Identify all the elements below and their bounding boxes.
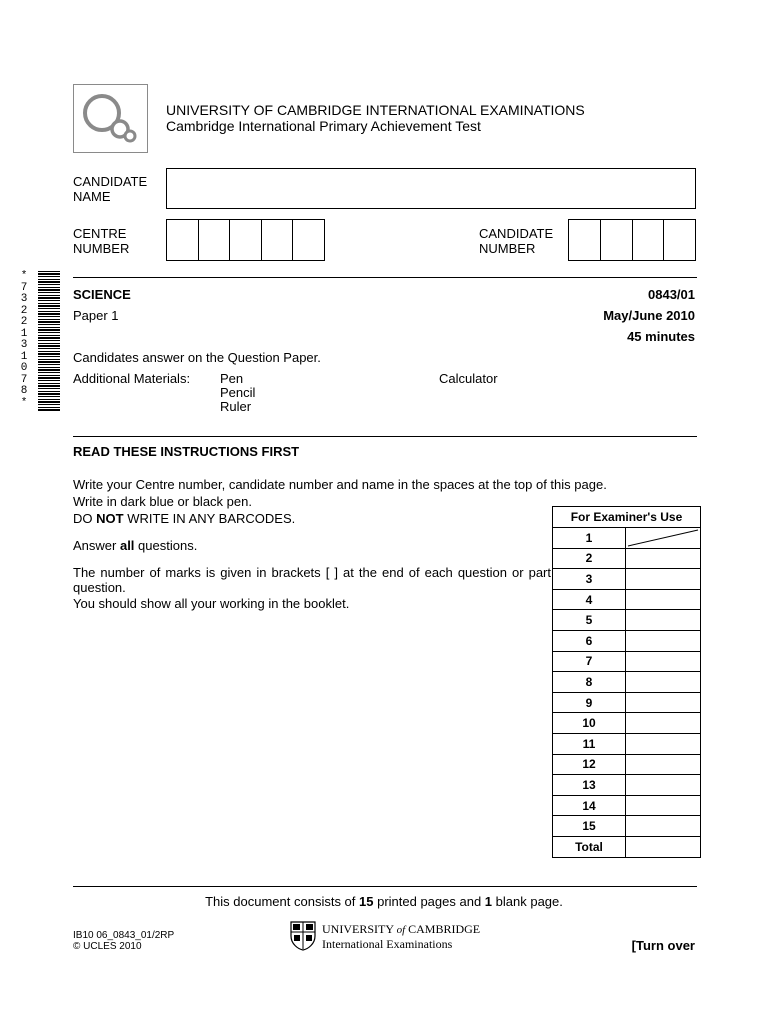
- centre-number-label-2: NUMBER: [73, 241, 130, 256]
- divider: [73, 886, 697, 887]
- table-row: 13: [553, 775, 701, 796]
- instruction-line: Write in dark blue or black pen.: [73, 494, 252, 509]
- instructions-heading: READ THESE INSTRUCTIONS FIRST: [73, 444, 300, 459]
- divider: [73, 277, 697, 278]
- instruction-line: Answer all questions.: [73, 538, 198, 553]
- candidate-number-boxes[interactable]: [568, 219, 696, 261]
- table-row-total: Total: [553, 836, 701, 857]
- candidate-name-label-1: CANDIDATE: [73, 174, 148, 189]
- centre-number-boxes[interactable]: [166, 219, 325, 261]
- table-row: 4: [553, 589, 701, 610]
- candidate-name-label-2: NAME: [73, 189, 111, 204]
- duration: 45 minutes: [627, 329, 695, 344]
- table-row: 2: [553, 548, 701, 569]
- candidate-number-label-1: CANDIDATE: [479, 226, 554, 241]
- table-row: 14: [553, 795, 701, 816]
- diagonal-line-icon: [626, 528, 700, 548]
- table-row: 3: [553, 569, 701, 590]
- material-item: Pen: [220, 371, 244, 386]
- table-row: 11: [553, 733, 701, 754]
- instruction-line: You should show all your working in the booklet.: [73, 596, 350, 611]
- table-row: 9: [553, 692, 701, 713]
- answer-note: Candidates answer on the Question Paper.: [73, 350, 321, 365]
- turn-over: [Turn over: [631, 938, 695, 953]
- candidate-number-label-2: NUMBER: [479, 241, 536, 256]
- ucles-wordmark: UNIVERSITY of CAMBRIDGE International Examinations: [322, 922, 481, 951]
- page-count: This document consists of 15 printed pages and 1 blank page.: [205, 894, 563, 909]
- table-row: 5: [553, 610, 701, 631]
- exam-session: May/June 2010: [603, 308, 695, 323]
- instruction-line: The number of marks is given in brackets [ ] at the end of each question or part question.: [73, 565, 551, 595]
- test-title: Cambridge International Primary Achievement Test: [166, 118, 481, 134]
- material-extra: Calculator: [439, 371, 498, 386]
- reference-code: IB10 06_0843_01/2RP: [73, 930, 175, 941]
- cie-logo: [73, 84, 148, 153]
- paper-code: 0843/01: [648, 287, 695, 302]
- barcode: [38, 271, 60, 411]
- material-item: Pencil: [220, 385, 256, 400]
- circles-logo-icon: [74, 85, 147, 152]
- subject: SCIENCE: [73, 287, 131, 302]
- table-row: 10: [553, 713, 701, 734]
- table-row: 15: [553, 816, 701, 837]
- copyright: © UCLES 2010: [73, 941, 142, 952]
- table-row: 7: [553, 651, 701, 672]
- material-item: Ruler: [220, 399, 252, 414]
- divider: [73, 436, 697, 437]
- candidate-name-field[interactable]: [166, 168, 696, 209]
- cambridge-crest-icon: [290, 921, 316, 951]
- table-row: 8: [553, 672, 701, 693]
- org-title: UNIVERSITY OF CAMBRIDGE INTERNATIONAL EXAMINATIONS: [166, 102, 585, 118]
- instruction-line: Write your Centre number, candidate number and name in the spaces at the top of this page.: [73, 477, 607, 492]
- paper-number: Paper 1: [73, 308, 119, 323]
- barcode-digits: * 7 3 2 2 1 3 1 0 7 8 *: [20, 270, 28, 409]
- table-row: 6: [553, 630, 701, 651]
- instruction-line: DO NOT WRITE IN ANY BARCODES.: [73, 511, 296, 526]
- table-row: 12: [553, 754, 701, 775]
- table-row: 1: [553, 528, 701, 549]
- examiners-use-table: [552, 506, 701, 858]
- materials-label: Additional Materials:: [73, 371, 191, 386]
- centre-number-label-1: CENTRE: [73, 226, 127, 241]
- examiners-use-title: For Examiner's Use: [553, 507, 701, 528]
